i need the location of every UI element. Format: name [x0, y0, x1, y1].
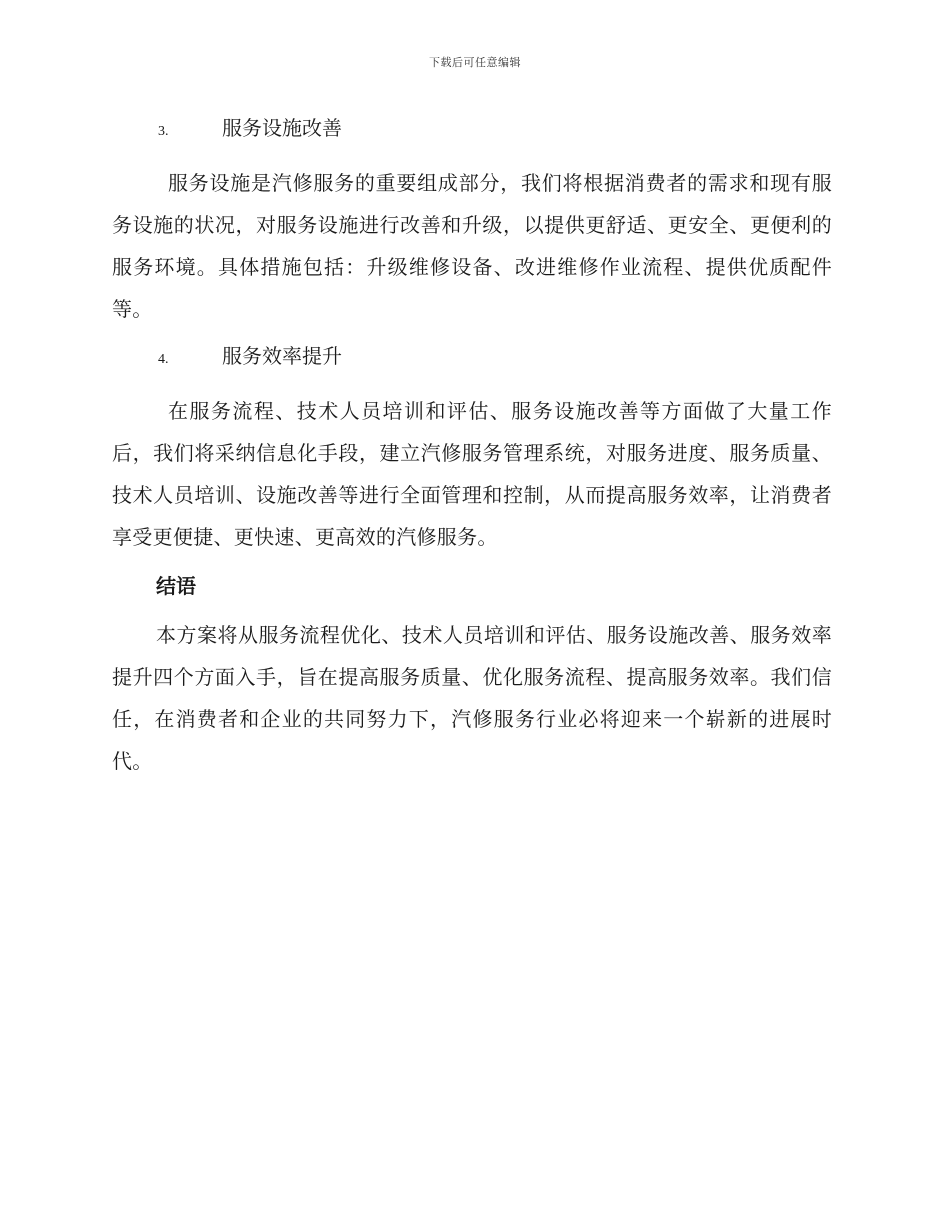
section-number: 4.: [158, 352, 169, 367]
section-heading-3: [112, 108, 832, 148]
document-body: [112, 108, 832, 788]
section-paragraph: 在服务流程、技术人员培训和评估、服务设施改善等方面做了大量工作后，我们将采纳信息化手段，建立汽修服务管理系统，对服务进度、服务质量、技术人员培训、设施改善等进行全面管理和控制，从而提高服务效率，让消费者享受更便捷、更快速、更高效的汽修服务。: [112, 399, 832, 549]
section-title: 服务效率提升: [222, 344, 342, 368]
section-title: 服务设施改善: [222, 116, 342, 140]
section-heading-4: [112, 336, 832, 376]
section-paragraph: 服务设施是汽修服务的重要组成部分，我们将根据消费者的需求和现有服务设施的状况，对服务设施进行改善和升级，以提供更舒适、更安全、更便利的服务环境。具体措施包括：升级维修设备、改进维修作业流程、提供优质配件等。: [112, 171, 832, 321]
conclusion-title: 结语: [156, 574, 196, 598]
conclusion-paragraph: 本方案将从服务流程优化、技术人员培训和评估、服务设施改善、服务效率提升四个方面入手，旨在提高服务质量、优化服务流程、提高服务效率。我们信任，在消费者和企业的共同努力下，汽修服务行业必将迎来一个崭新的进展时代。: [112, 623, 832, 773]
section-number: 3.: [158, 124, 169, 139]
page-header: 下载后可任意编辑: [429, 56, 521, 69]
